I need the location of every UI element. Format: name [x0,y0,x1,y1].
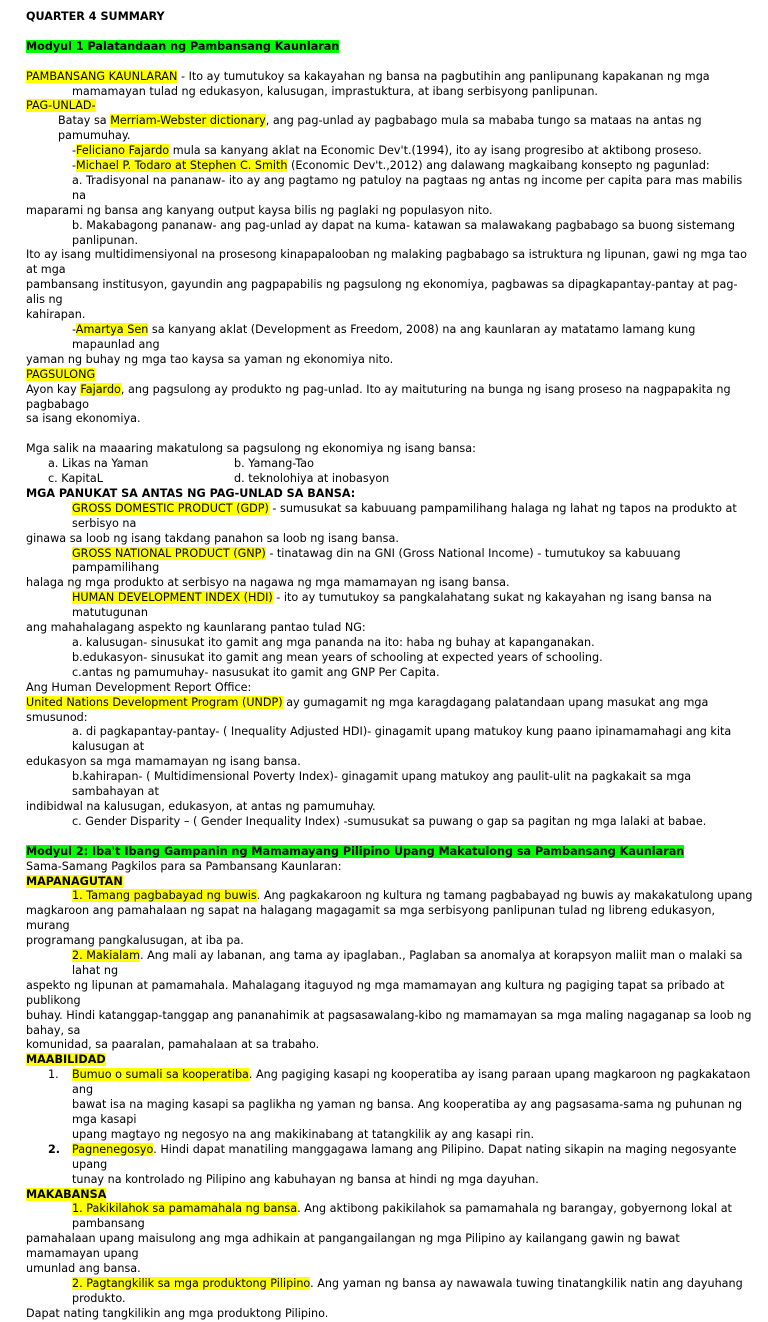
text-run: . Ang pagiging kasapi ng kooperatiba ay isang paraan upang magkaroon ng pagkakataon ang [72,1068,751,1097]
text-run: ay gumagamit ng mga karagdagang palatandaan upang masukat ang mga smusunod: [26,695,709,724]
modyul-1-section [26,40,754,830]
text-line: yaman ng buhay ng mga tao kaysa sa yaman ng ekonomiya nito. [26,352,394,366]
text-run: , ang pagsulong ay produkto ng pag-unlad. Ito ay maituturing na bunga ng isang proseso na nagpapakita ng pagbabago [26,382,731,411]
salik-list-row [26,472,754,487]
text-run: mula sa kanyang aklat na Economic Dev't.(1994), ito ay isang progresibo at aktibong proseso. [169,144,702,158]
text-run: . Ang aktibong pakikilahok sa pamamahala ng barangay, gobyernong lokal at pambansang [72,1202,732,1231]
panukat-heading: MGA PANUKAT SA ANTAS NG PAG-UNLAD SA BANSA: [26,486,356,500]
modyul-2-section [26,845,754,1322]
list-number: 2. [48,1142,61,1156]
highlight-term: GROSS NATIONAL PRODUCT (GNP) [72,546,266,560]
todaro-line [26,159,754,174]
highlight-term: Michael P. Todaro at Stephen C. Smith [76,159,288,173]
text-run: - Ito ay tumutukoy sa kakayahan ng bansa na pagbutihin ang panlipunang kapakanan ng mga [177,69,710,83]
hdi-line [26,591,754,621]
text-line: kahirapan. [26,308,86,322]
pagsulong-term: PAGSULONG [26,367,96,381]
text-line: ang mahahalagang aspekto ng kaunlarang pantao tulad NG: [26,621,366,635]
highlight-term: 1. Tamang pagbabayad ng buwis [72,889,257,903]
highlight-term: HUMAN DEVELOPMENT INDEX (HDI) [72,591,273,605]
highlight-term: PAMBANSANG KAUNLARAN [26,69,178,83]
pag-unlad-term: PAG-UNLAD- [26,99,96,113]
mapanagutan-term: MAPANAGUTAN [26,874,123,888]
text-line: Sama-Samang Pagkilos para sa Pambansang Kaunlaran: [26,859,342,873]
text-run: , ang pag-unlad ay pagbabago mula sa mababa tungo sa mataas na antas ng pamumuhay. [58,114,702,143]
salik-item: c. KapitaL [48,472,103,486]
highlight-term: Merriam-Webster dictionary [110,114,266,128]
mapanagutan-item-1 [26,889,754,904]
text-line: Ang Human Development Report Office: [26,680,252,694]
text-line: indibidwal na kalusugan, edukasyon, at antas ng pamumuhay. [26,799,376,813]
pagsulong-def [26,383,754,413]
makabansa-term: MAKABANSA [26,1187,107,1201]
modyul-1-heading: Modyul 1 Palatandaan ng Pambansang Kaunlaran [26,39,340,53]
text-line: buhay. Hindi katanggap-tanggap ang pananahimik at pagsasawalang-kibo ng mamamayan sa mga maling nagaganap sa loob ng bahay, sa [26,1008,752,1037]
text-run: - ito ay tumutukoy sa pangkalahatang sukat ng kakayahan ng isang bansa na matutugunan [72,591,712,620]
highlight-term: Bumuo o sumali sa kooperatiba [72,1068,249,1082]
highlight-term: 2. Pagtangkilik sa mga produktong Pilipino [72,1276,311,1290]
gnp-line [26,547,754,577]
pambansang-kaunlaran-def [26,70,754,85]
text-line: b.kahirapan- ( Multidimensional Poverty Index)- ginagamit upang matukoy ang paulit-ulit na pagkakait sa mga sambahayan at [72,770,692,799]
text-line: upang magtayo ng negosyo na ang makikinabang at tatangkilik ay ang kasapi rin. [72,1127,535,1141]
text-run: . Ang yaman ng bansa ay nawawala tuwing tinatangkilik natin ang dayuhang produkto. [72,1276,743,1305]
text-line: c.antas ng pamumuhay- nasusukat ito gamit ang GNP Per Capita. [72,665,440,679]
text-run: (Economic Dev't.,2012) ang dalawang magkaibang konsepto ng pagunlad: [287,159,710,173]
text-line [72,1143,754,1173]
text-run: - sumusukat sa kabuuang pampamilihang halaga ng lahat ng tapos na produkto at serbisyo na [72,501,737,530]
salik-item: d. teknolohiya at inobasyon [234,472,390,486]
text-line: komunidad, sa paaralan, pamahalaan at sa trabaho. [26,1038,320,1052]
text-line: pamahalaan upang maisulong ang mga adhikain at pangangailangan ng mga Pilipino ay kailangang gawin ng bawat mamamayan upang [26,1232,680,1261]
maabilidad-item-1 [26,1068,754,1143]
salik-item: a. Likas na Yaman [48,457,149,471]
text-line: c. Gender Disparity – ( Gender Inequality Index) -sumusukat sa puwang o gap sa pagitan ng mga lalaki at babae. [72,814,707,828]
highlight-term: Pagnenegosyo [72,1142,154,1156]
text-line: programang pangkalusugan, at iba pa. [26,934,244,948]
highlight-term: Fajardo [80,382,121,396]
fajardo-line [26,144,754,159]
highlight-term: United Nations Development Program (UNDP) [26,695,283,709]
highlight-term: 1. Pakikilahok sa pamamahala ng bansa [72,1202,298,1216]
highlight-term: Amartya Sen [75,323,149,336]
text-line [72,1068,754,1098]
text-line: edukasyon sa mga mamamayan ng isang bansa. [26,755,301,769]
text-line: sa isang ekonomiya. [26,412,141,426]
text-line: ginawa sa loob ng isang takdang panahon sa loob ng isang bansa. [26,531,399,545]
text-line: a. di pagkapantay-pantay- ( Inequality Adjusted HDI)- ginagamit upang matukoy kung paano ipinamamahagi ang kita kalusugan at [72,725,732,754]
text-line: mamamayan tulad ng edukasyon, kalusugan, imprastuktura, at ibang serbisyong panlipunan. [72,84,598,98]
text-line: pambansang institusyon, gayundin ang pagpapabilis ng pagsulong ng ekonomiya, pagbawas sa dipagkapantay-pantay at pag-alis ng [26,278,738,307]
highlight-term: 2. Makialam [72,949,141,963]
text-line: a. Tradisyonal na pananaw- ito ay ang pagtamo ng patuloy na pagtaas ng antas ng income per capita para mas mabilis na [72,173,743,202]
makabansa-item-1 [26,1202,754,1232]
text-run: - tinatawag din na GNI (Gross National Income) - tumutukoy sa kabuuang pampamilihang [72,546,681,575]
salik-intro: Mga salik na maaaring makatulong sa pagsulong ng ekonomiya ng isang bansa: [26,442,476,456]
text-line: aspekto ng lipunan at pamamahala. Mahalagang itaguyod ng mga mamamayan ang kultura ng pagiging tapat sa pribado at publikong [26,978,725,1007]
text-line: Ito ay isang multidimensiyonal na prosesong kinapapalooban ng malaking pagbabago sa istruktura ng lipunan, gawi ng mga tao at mga [26,248,747,277]
salik-item: b. Yamang-Tao [234,457,314,471]
text-run: sa kanyang aklat (Development as Freedom, 2008) na ang kaunlaran ay matatamo lamang kung mapaunlad ang [72,323,696,351]
salik-list-row [26,457,754,472]
text-line: halaga ng mga produkto at serbisyo na nagawa ng mga mamamayan ng isang bansa. [26,576,510,590]
text-line: Dapat nating tangkilikin ang mga produktong Pilipino. [26,1306,329,1320]
text-run: . Ang mali ay labanan, ang tama ay ipaglaban., Paglaban sa anomalya at korapsyon maliit man o malaki sa lahat ng [72,949,743,977]
text-line: bawat isa na maging kasapi sa paglikha ng yaman ng bansa. Ang kooperatiba ay ang pagsasama-sama ng puhunan ng mga kasapi [72,1098,743,1126]
highlight-term: Feliciano Fajardo [76,144,170,158]
text-run: . Hindi dapat manatiling manggagawa lamang ang Pilipino. Dapat nating sikapin na maging negosyante upang [72,1142,737,1171]
text-run: Ayon kay [26,382,81,396]
highlight-term: GROSS DOMESTIC PRODUCT (GDP) [72,501,269,515]
text-run: - [72,323,76,336]
text-line: maparami ng bansa ang kanyang output kaysa bilis ng paglaki ng populasyon nito. [26,203,493,217]
merriam-webster-line [26,114,754,144]
maabilidad-item-2 [26,1143,754,1188]
modyul-2-heading: Modyul 2: Iba't Ibang Gampanin ng Mamamayang Pilipino Upang Makatulong sa Pambansang Kaunlaran [26,844,685,858]
mapanagutan-item-2 [26,949,754,979]
text-run: - [72,144,77,158]
list-number: 1. [48,1068,59,1082]
maabilidad-term: MAABILIDAD [26,1053,106,1067]
text-run: Batay sa [58,114,111,128]
text-run: . Ang pagkakaroon ng kultura ng tamang pagbabayad ng buwis ay makakatulong upang [256,889,753,903]
text-line: b. Makabagong pananaw- ang pag-unlad ay dapat na kuma- katawan sa malawakang pagbabago sa buong sistemang panlipunan. [72,218,735,247]
doc-title: QUARTER 4 SUMMARY [26,10,165,23]
text-line: umunlad ang bansa. [26,1262,141,1276]
gdp-line [26,502,754,532]
text-run: - [72,159,77,173]
text-line: b.edukasyon- sinusukat ito gamit ang mean years of schooling at expected years of schooling. [72,650,603,664]
makabansa-item-2 [26,1277,754,1307]
text-line: a. kalusugan- sinusukat ito gamit ang mga pananda na ito: haba ng buhay at kapanganakan. [72,636,595,650]
text-line: tunay na kontrolado ng Pilipino ang kabuhayan ng bansa at hindi ng mga dayuhan. [72,1172,539,1186]
undp-line [26,696,754,726]
amartya-sen-line [26,323,754,353]
text-line: magkaroon ang pamahalaan ng sapat na halagang magagamit sa mga serbisyong panlipunan tulad ng libreng edukasyon, murang [26,904,716,933]
